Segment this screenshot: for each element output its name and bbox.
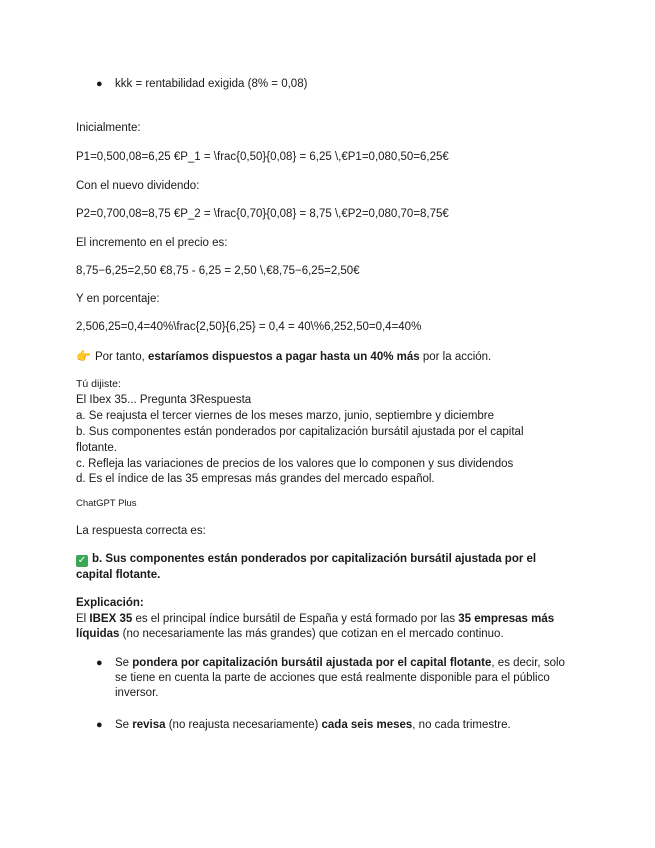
user-label: Tú dijiste: xyxy=(76,378,121,390)
answer-text-2: capital flotante. xyxy=(76,569,161,581)
answer-line-1 xyxy=(76,552,536,567)
question-line: El Ibex 35... Pregunta 3Respuesta xyxy=(76,394,252,406)
bullet-text: , es decir, solo se tiene en cuenta la parte de acciones que está realmente disponible para el público inversor. xyxy=(115,657,565,699)
question-option-c: c. Refleja las variaciones de precios de los valores que lo componen y sus dividendos xyxy=(76,458,514,470)
conclusion-bold: estaríamos dispuestos a pagar hasta un 40% más xyxy=(148,351,420,363)
explicacion-bold-liquidas: líquidas xyxy=(76,628,120,640)
explicacion-text: es el principal índice bursátil de España y está formado por las xyxy=(132,613,459,625)
check-mark-icon: ✓ xyxy=(77,555,87,566)
explicacion-line-1 xyxy=(76,612,554,626)
porcentaje-formula: 2,506,25=0,4=40%\frac{2,50}{6,25} = 0,4 = 40\%6,252,50=0,4=40% xyxy=(76,321,422,333)
inicialmente-label: Inicialmente: xyxy=(76,122,141,134)
correct-intro: La respuesta correcta es: xyxy=(76,525,206,537)
explicacion-line-2 xyxy=(76,627,504,641)
bullet-dot: ● xyxy=(96,78,103,90)
nuevo-dividendo-label: Con el nuevo dividendo: xyxy=(76,180,200,192)
p1-formula: P1=0,500,08=6,25 €P_1 = \frac{0,50}{0,08} = 6,25 \,€P1=0,080,50=6,25€ xyxy=(76,151,449,163)
bullet-dot: ● xyxy=(96,657,103,669)
bullet-bold: revisa xyxy=(132,719,166,731)
explicacion-title xyxy=(76,596,144,610)
question-option-a: a. Se reajusta el tercer viernes de los meses marzo, junio, septiembre y diciembre xyxy=(76,410,495,422)
porcentaje-label: Y en porcentaje: xyxy=(76,293,160,305)
explicacion-text: El xyxy=(76,613,90,625)
answer-line-2 xyxy=(76,568,160,582)
conclusion-post: por la acción. xyxy=(419,351,492,363)
bullet-text: (no reajusta necesariamente) xyxy=(165,719,322,731)
bullet-text: , no cada trimestre. xyxy=(412,719,511,731)
pointing-hand-icon: 👉 xyxy=(76,349,91,363)
p2-formula: P2=0,700,08=8,75 €P_2 = \frac{0,70}{0,08} = 8,75 \,€P2=0,080,70=8,75€ xyxy=(76,208,449,220)
explicacion-text: (no necesariamente las más grandes) que cotizan en el mercado continuo. xyxy=(119,628,504,640)
bullet-text: Se xyxy=(115,719,133,731)
answer-text-1: b. Sus componentes están ponderados por capitalización bursátil ajustada por el xyxy=(92,553,537,565)
incremento-formula: 8,75−6,25=2,50 €8,75 - 6,25 = 2,50 \,€8,75−6,25=2,50€ xyxy=(76,265,360,277)
question-option-b: b. Sus componentes están ponderados por capitalización bursátil ajustada por el capital xyxy=(76,426,524,438)
explicacion-bold-ibex: IBEX 35 xyxy=(89,613,133,625)
bullet-text: kkk = rentabilidad exigida (8% = 0,08) xyxy=(115,78,308,90)
bullet-text: Se xyxy=(115,657,133,669)
explicacion-bold-empresas: 35 empresas más xyxy=(458,613,555,625)
assistant-label: ChatGPT Plus xyxy=(76,498,137,509)
bullet-dot: ● xyxy=(96,719,103,731)
bullet-pondera-text xyxy=(115,656,565,701)
incremento-label: El incremento en el precio es: xyxy=(76,237,228,249)
question-option-b-cont: flotante. xyxy=(76,442,117,454)
bullet-revisa-text xyxy=(115,718,511,732)
bullet-bold: pondera por capitalización bursátil ajustada por el capital flotante xyxy=(132,657,492,669)
conclusion xyxy=(76,349,491,364)
explicacion-title-text: Explicación: xyxy=(76,597,144,609)
question-option-d: d. Es el índice de las 35 empresas más grandes del mercado español. xyxy=(76,473,435,485)
conclusion-pre: Por tanto, xyxy=(94,351,149,363)
bullet-bold: cada seis meses xyxy=(321,719,413,731)
